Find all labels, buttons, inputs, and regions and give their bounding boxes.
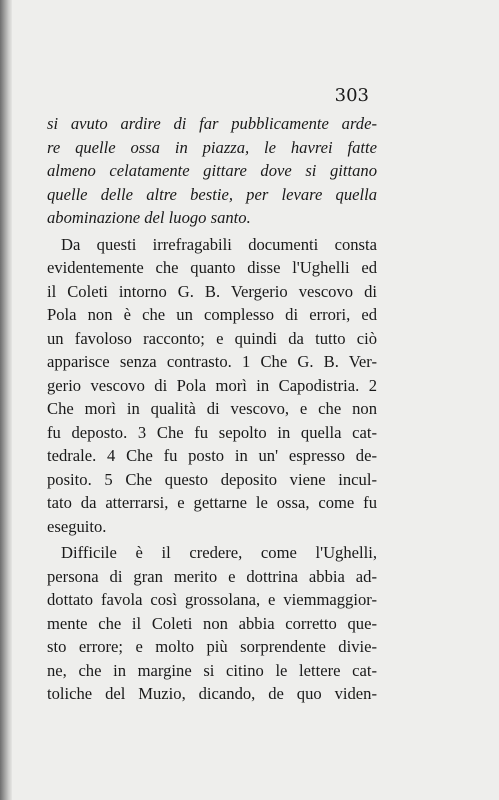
text-line: posito. 5 Che questo deposito viene incul- [47,469,377,489]
page-text [47,112,377,706]
text-line: il Coleti intorno G. B. Vergerio vescovo di [47,281,377,301]
text-line: tedrale. 4 Che fu posto in un' espresso de- [47,446,377,465]
text-line: sto errore; e molto più sorprendente divie- [47,637,377,656]
text-line: Da questi irrefragabili documenti consta [61,234,377,254]
text-line: un favoloso racconto; e quindi da tutto ciò [47,328,377,348]
text-line: almeno celatamente gittare dove si gittano [47,161,377,180]
body-paragraph-conclusions [47,233,377,539]
text-line: Pola non è che un complesso di errori, ed [47,305,377,324]
text-line: si avuto ardire di far pubblicamente arde- [47,114,377,133]
text-line: apparisce senza contrasto. 1 Che G. B. Ver- [47,352,377,371]
binding-shadow [0,0,12,800]
body-paragraph-ughelli [47,541,377,706]
text-line: mente che il Coleti non abbia corretto que- [47,613,377,633]
text-line: dottato favola così grossolana, e viemmaggior- [47,590,377,609]
text-line: ne, che in margine si citino le lettere cat- [47,660,377,680]
text-line: re quelle ossa in piazza, le havrei fatte [47,137,377,157]
text-line: persona di gran merito e dottrina abbia ad- [47,566,377,586]
text-line: tato da atterrarsi, e gettarne le ossa, come fu [47,493,377,512]
page-number: 303 [334,85,369,106]
text-line: gerio vescovo di Pola morì in Capodistria. 2 [47,375,377,395]
text-line: Difficile è il credere, come l'Ughelli, [61,543,377,562]
text-line: eseguito. [47,516,107,536]
text-line: quelle delle altre bestie, per levare quella [47,184,377,204]
text-line: toliche del Muzio, dicando, de quo viden- [47,684,377,703]
text-line: evidentemente che quanto disse l'Ughelli ed [47,258,377,277]
text-line: Che morì in qualità di vescovo, e che non [47,399,377,418]
quoted-paragraph [47,112,377,230]
text-line: fu deposto. 3 Che fu sepolto in quella cat- [47,422,377,442]
text-line: abominazione del luogo santo. [47,208,251,227]
